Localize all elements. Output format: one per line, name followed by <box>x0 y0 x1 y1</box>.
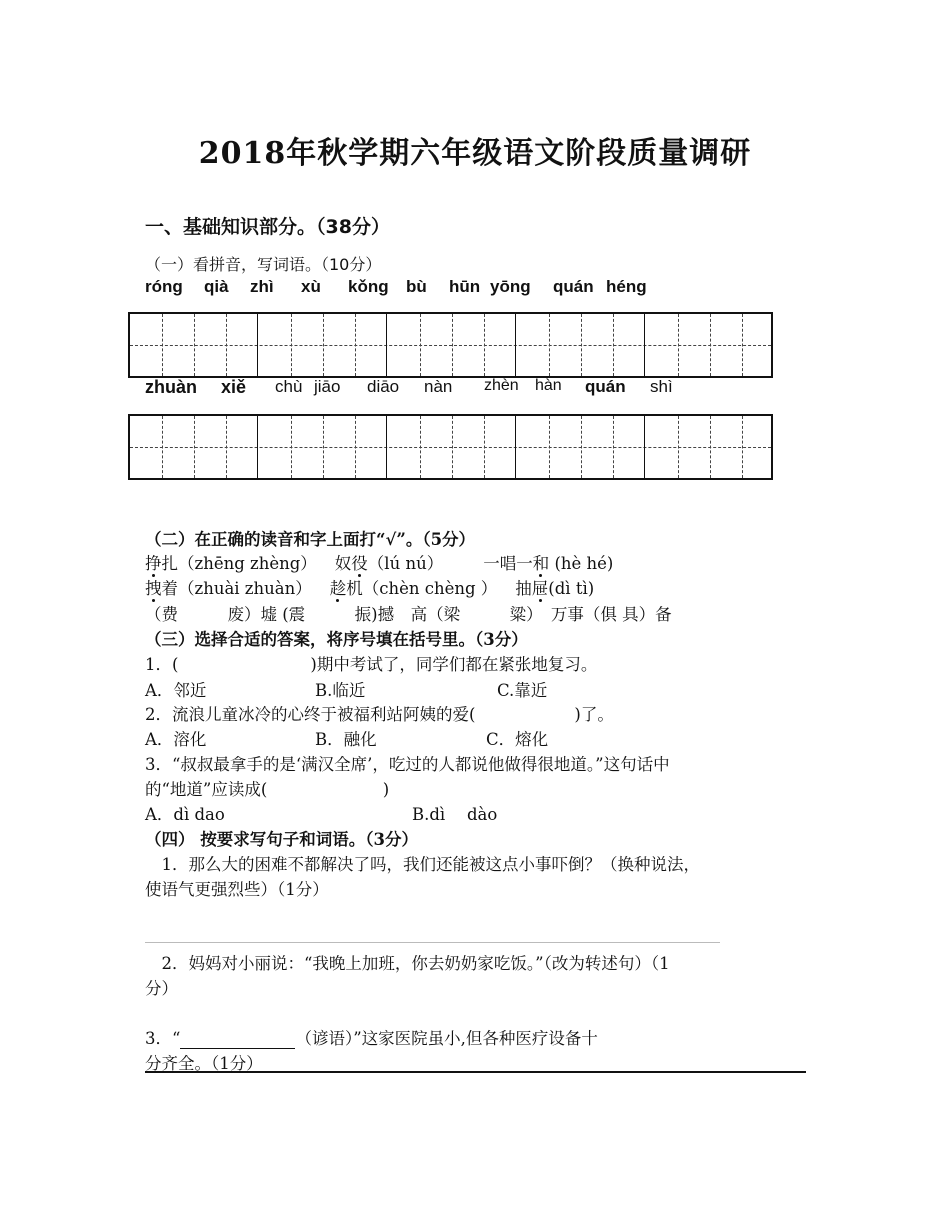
option[interactable]: A．邻近 <box>145 681 207 700</box>
pinyin: zhèn <box>484 377 519 394</box>
pinyin: shì <box>650 377 673 396</box>
pinyin: zhuàn <box>145 377 197 397</box>
pinyin: xiě <box>221 377 247 397</box>
text: 3．“ <box>145 1029 181 1048</box>
part4-q2-line1: 2．妈妈对小丽说：“我晚上加班，你去奶奶家吃饭。”（改为转述句）（1 <box>145 954 670 973</box>
part3-q3-line1: 3．“叔叔最拿手的是‘满汉全席’，吃过的人都说他做得很地道。”这句话中 <box>145 755 670 774</box>
marked-char: 趁 <box>329 579 347 598</box>
text: 机（chèn chèng ） <box>346 579 498 598</box>
part4-q1-line2: 使语气更强烈些）（1分） <box>145 880 329 899</box>
text: 一唱一 <box>483 554 533 573</box>
section-heading-basics: 一、基础知识部分。（38分） <box>145 216 390 238</box>
option[interactable]: B.临近 <box>315 681 366 700</box>
option[interactable]: C．熔化 <box>486 730 549 749</box>
text: 着（zhuài zhuàn） <box>161 579 312 598</box>
marked-char: 役 <box>351 554 368 573</box>
pinyin: quán <box>585 377 626 396</box>
part4-q2-line2: 分） <box>145 979 178 998</box>
part4-q3-line2: 分齐全。（1分） <box>145 1054 263 1073</box>
text: (hè hé) <box>549 554 614 573</box>
pinyin: kǒng <box>348 277 389 296</box>
pinyin: zhì <box>250 277 274 296</box>
option[interactable]: C.靠近 <box>497 681 548 700</box>
marked-char: 和 <box>532 554 550 573</box>
blank-slot[interactable] <box>180 1030 295 1049</box>
pinyin: quán <box>553 277 594 296</box>
pinyin: qià <box>204 277 229 296</box>
part1-heading: （一）看拼音，写词语。（10分） <box>145 255 382 274</box>
part4-q1-line1: 1．那么大的困难不都解决了吗，我们还能被这点小事吓倒？（换种说法， <box>145 855 700 874</box>
pinyin: xù <box>301 277 321 296</box>
text: 奴 <box>334 554 352 573</box>
pinyin: róng <box>145 277 183 296</box>
part3-q3-line2: 的“地道”应读成( ) <box>145 780 390 799</box>
pinyin: héng <box>606 277 647 296</box>
pinyin-row-2 <box>0 377 950 401</box>
pinyin: hàn <box>535 377 562 394</box>
pinyin: nàn <box>424 377 453 396</box>
part4-heading: （四） 按要求写句子和词语。（3分） <box>145 830 418 849</box>
writing-grid-row-1[interactable] <box>128 312 773 378</box>
option[interactable]: A．溶化 <box>145 730 207 749</box>
text: 扎（zhēng zhèng） <box>161 554 317 573</box>
part2-heading: （二）在正确的读音和字上面打“√”。（5分） <box>145 530 476 549</box>
text: (dì tì) <box>548 579 595 598</box>
part3-q1: 1．( )期中考试了，同学们都在紧张地复习。 <box>145 655 598 674</box>
part3-q2: 2．流浪儿童冰冷的心终于被福利站阿姨的爱( )了。 <box>145 705 614 724</box>
text: （lú nú） <box>367 554 444 573</box>
marked-char: 屉 <box>531 579 549 598</box>
text: 抽 <box>515 579 532 598</box>
pinyin: bù <box>406 277 427 296</box>
pinyin: jiāo <box>314 377 341 396</box>
page-title: 2018年秋学期六年级语文阶段质量调研 <box>198 136 752 171</box>
answer-line[interactable] <box>145 1071 806 1073</box>
option[interactable]: A．dì dao <box>145 805 225 824</box>
pinyin-row-1 <box>0 277 950 301</box>
option[interactable]: B．融化 <box>315 730 377 749</box>
marked-char: 挣 <box>145 554 162 573</box>
pinyin: yōng <box>490 277 531 296</box>
answer-line[interactable] <box>145 942 720 943</box>
option[interactable]: B.dì dào <box>412 805 498 824</box>
marked-char: 拽 <box>145 579 162 598</box>
pinyin: chù <box>275 377 303 396</box>
part3-heading: （三）选择合适的答案，将序号填在括号里。（3分） <box>145 630 528 649</box>
part2-line-1 <box>145 550 613 574</box>
part2-line-2 <box>145 575 594 599</box>
part2-line-3: （费 废）墟 (震 振)撼 高（梁 粱） 万事（俱 具）备 <box>145 605 672 624</box>
pinyin: hūn <box>449 277 481 296</box>
part4-q3-line1 <box>145 1025 598 1049</box>
text: （谚语）”这家医院虽小,但各种医疗设备十 <box>295 1029 598 1048</box>
writing-grid-row-2[interactable] <box>128 414 773 480</box>
pinyin: diāo <box>367 377 400 396</box>
